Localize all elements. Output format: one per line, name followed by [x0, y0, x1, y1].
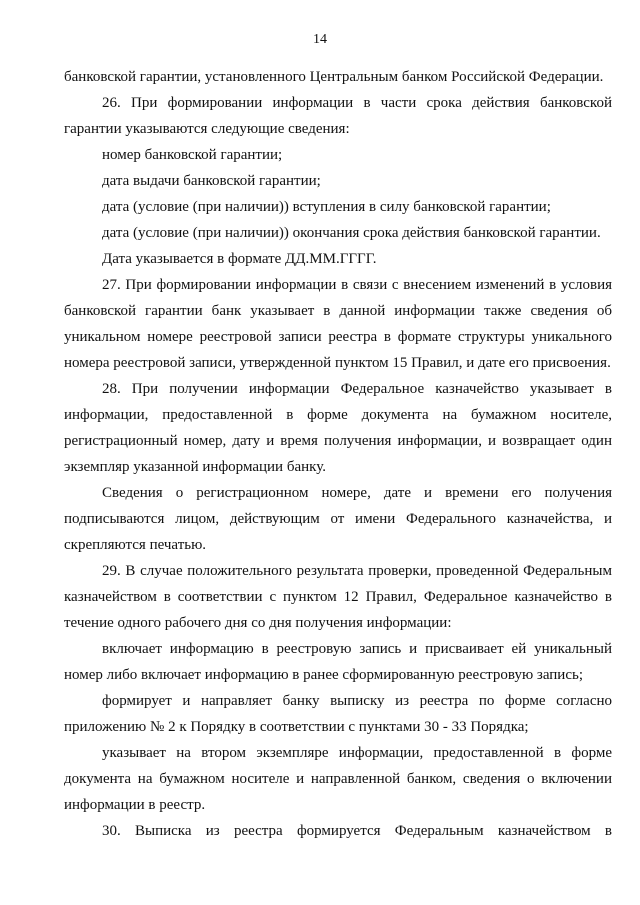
text-line: экземпляр указанной информации банку.	[64, 459, 326, 475]
text-line: Сведения о регистрационном номере, дате и времени его получения	[102, 485, 612, 501]
text-line: казначейством в соответствии с пунктом 12 Правил, Федеральное казначейство в	[64, 589, 612, 605]
text-line: информации, предоставленной в форме документа на бумажном носителе,	[64, 407, 612, 423]
text-line: регистрационный номер, дату и время получения информации, и возвращает один	[64, 433, 612, 449]
list-item: формирует и направляет банку выписку из реестра по форме согласно	[102, 693, 612, 709]
text-line: банковской гарантии, установленного Центральным банком Российской Федерации.	[64, 69, 604, 85]
text-line: скрепляются печатью.	[64, 537, 207, 553]
paragraph-28-line: 28. При получении информации Федеральное казначейство указывает в	[102, 381, 612, 397]
text-line: приложению № 2 к Порядку в соответствии с пунктами 30 - 33 Порядка;	[64, 719, 529, 735]
list-item: включает информацию в реестровую запись и присваивает ей уникальный	[102, 641, 612, 657]
text-line: Дата указывается в формате ДД.ММ.ГГГГ.	[102, 251, 377, 267]
paragraph-29-line: 29. В случае положительного результата проверки, проведенной Федеральным	[102, 563, 612, 579]
text-line: течение одного рабочего дня со дня получения информации:	[64, 615, 452, 631]
list-item: номер банковской гарантии;	[102, 147, 283, 163]
text-line: уникальном номере реестровой записи реестра в формате структуры уникального	[64, 329, 612, 345]
page-number: 14	[313, 32, 327, 47]
paragraph-27-line: 27. При формировании информации в связи с внесением изменений в условия	[102, 277, 612, 293]
list-item: указывает на втором экземпляре информации, предоставленной в форме	[102, 745, 612, 761]
text-line: гарантии указываются следующие сведения:	[64, 121, 350, 137]
text-line: номер либо включает информацию в ранее сформированную реестровую запись;	[64, 667, 584, 683]
list-item: дата (условие (при наличии)) вступления в силу банковской гарантии;	[102, 199, 551, 215]
list-item: дата выдачи банковской гарантии;	[102, 173, 321, 189]
paragraph-30-line: 30. Выписка из реестра формируется Федеральным казначейством в	[102, 823, 612, 839]
text-line: номера реестровой записи, утвержденной пунктом 15 Правил, и дате его присвоения.	[64, 355, 611, 371]
text-line: банковской гарантии банк указывает в данной информации также сведения об	[64, 303, 612, 319]
text-line: документа на бумажном носителе и направленной банком, сведения о включении	[64, 771, 612, 787]
text-line: информации в реестр.	[64, 797, 206, 813]
document-body	[64, 64, 612, 844]
list-item: дата (условие (при наличии)) окончания срока действия банковской гарантии.	[102, 225, 601, 241]
paragraph-26-line: 26. При формировании информации в части срока действия банковской	[102, 95, 612, 111]
text-line: подписываются лицом, действующим от имени Федерального казначейства, и	[64, 511, 612, 527]
